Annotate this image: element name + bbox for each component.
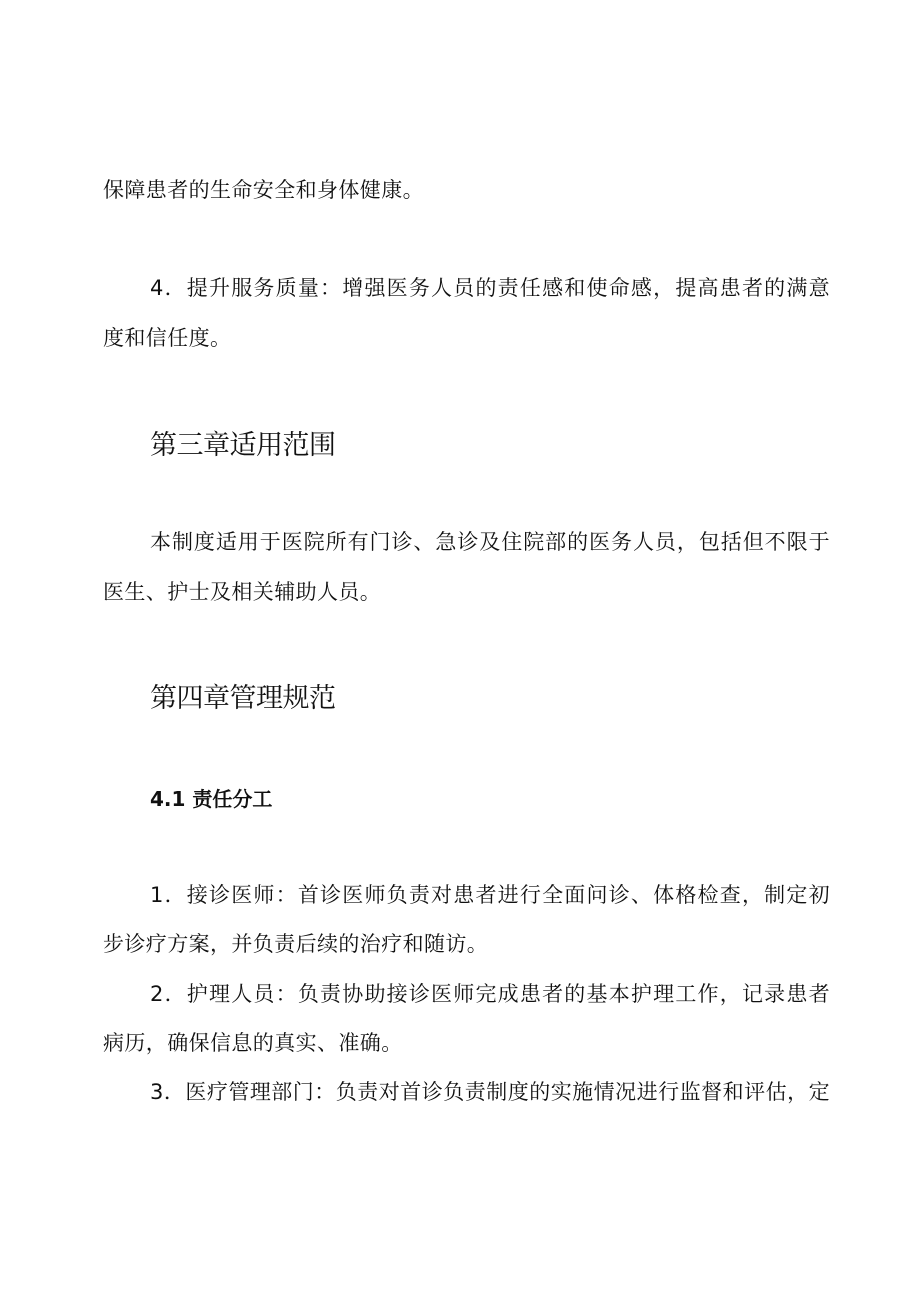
chapter-4-title: 第四章管理规范 (150, 683, 336, 714)
scope-paragraph-line-2: 医生、护士及相关辅助人员。 (103, 580, 382, 604)
chapter-3-title: 第三章适用范围 (150, 430, 336, 461)
scope-paragraph-line-1: 本制度适用于医院所有门诊、急诊及住院部的医务人员，包括但不限于 (150, 530, 830, 554)
list-item-4-line-1: 4．提升服务质量：增强医务人员的责任感和使命感，提高患者的满意 (150, 276, 830, 300)
duty-item-2-line-1: 2．护理人员：负责协助接诊医师完成患者的基本护理工作，记录患者 (150, 982, 830, 1006)
duty-item-1-line-2: 步诊疗方案，并负责后续的治疗和随访。 (103, 932, 489, 956)
duty-item-1-line-1: 1．接诊医师：首诊医师负责对患者进行全面问诊、体格检查，制定初 (150, 883, 830, 907)
duty-item-3-line-1: 3．医疗管理部门：负责对首诊负责制度的实施情况进行监督和评估，定 (150, 1080, 830, 1104)
paragraph-continuation: 保障患者的生命安全和身体健康。 (103, 178, 424, 202)
section-4-1-title: 4.1 责任分工 (150, 787, 273, 811)
list-item-4-line-2: 度和信任度。 (103, 326, 232, 350)
duty-item-2-line-2: 病历，确保信息的真实、准确。 (103, 1031, 403, 1055)
